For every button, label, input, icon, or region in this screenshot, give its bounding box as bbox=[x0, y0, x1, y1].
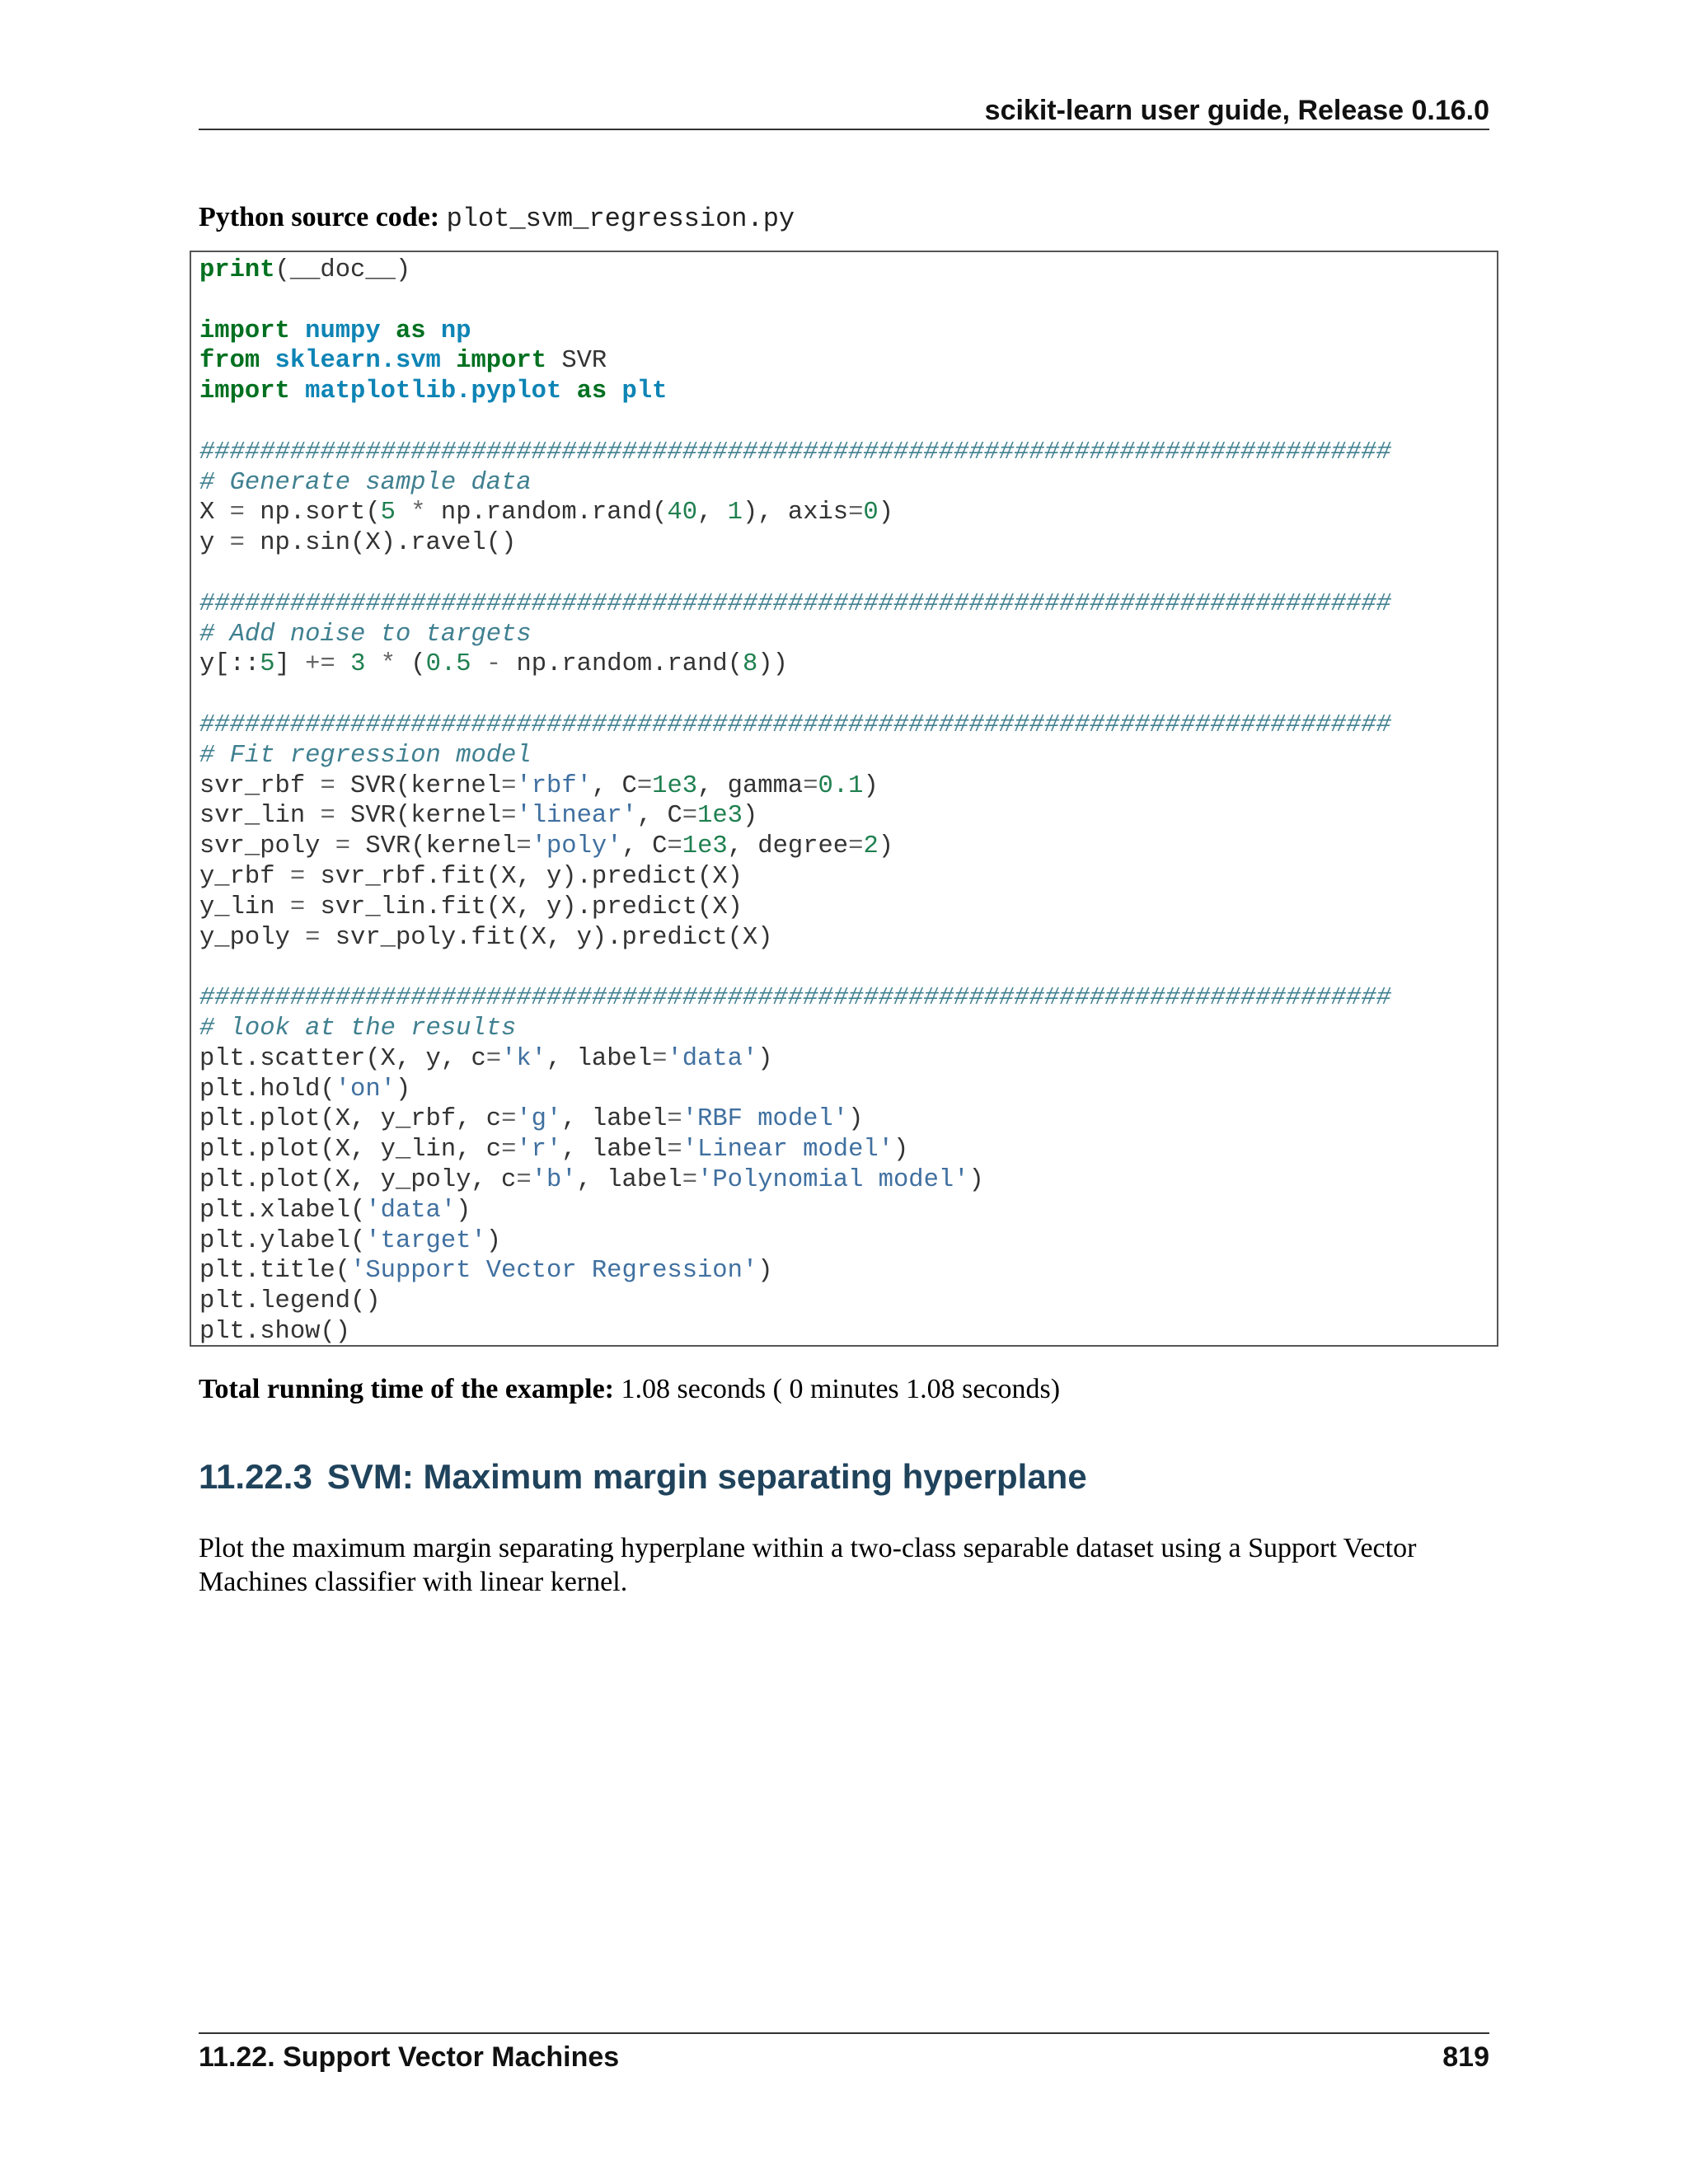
code-line bbox=[199, 1165, 1391, 1196]
code-token: , gamma bbox=[697, 771, 804, 800]
code-token bbox=[561, 377, 576, 405]
code-token: = bbox=[652, 1044, 668, 1073]
source-code-caption bbox=[199, 199, 795, 237]
code-token: ) bbox=[757, 1044, 773, 1073]
code-token: as bbox=[576, 377, 607, 406]
code-token: 'r' bbox=[516, 1136, 562, 1165]
code-token: numpy bbox=[305, 316, 381, 345]
code-token: 'data' bbox=[667, 1044, 758, 1073]
code-token: as bbox=[395, 316, 426, 345]
code-token: np.sort( bbox=[244, 499, 381, 527]
code-token: 'b' bbox=[531, 1165, 577, 1194]
code-token: plt.scatter(X, y, c bbox=[199, 1044, 486, 1073]
code-token: = bbox=[501, 1105, 517, 1134]
code-token: y bbox=[199, 529, 230, 558]
code-token: y_rbf bbox=[199, 862, 290, 891]
code-line bbox=[199, 771, 1391, 802]
code-token: ] bbox=[274, 650, 306, 679]
code-token: 2 bbox=[863, 832, 879, 861]
code-line bbox=[199, 559, 1391, 589]
code-token: 1 bbox=[727, 499, 743, 527]
code-token: 5 bbox=[380, 499, 396, 527]
code-line bbox=[199, 407, 1391, 438]
code-token: 'target' bbox=[365, 1226, 486, 1255]
code-token: = bbox=[636, 771, 653, 800]
footer-chapter: 11.22. Support Vector Machines bbox=[199, 2041, 620, 2073]
code-token: = bbox=[485, 1044, 502, 1073]
code-token: , label bbox=[546, 1044, 653, 1073]
code-line bbox=[199, 801, 1391, 832]
code-token: = bbox=[682, 1165, 698, 1194]
code-token: 'k' bbox=[501, 1044, 546, 1073]
code-token: plt.plot(X, y_rbf, c bbox=[199, 1105, 502, 1134]
code-token bbox=[290, 317, 305, 345]
code-token: , bbox=[697, 499, 728, 527]
code-token: # Generate sample data bbox=[199, 468, 532, 497]
code-token: 'linear' bbox=[516, 802, 637, 831]
code-token bbox=[607, 377, 621, 405]
code-token: = bbox=[848, 499, 864, 527]
code-token: = bbox=[667, 832, 682, 861]
code-token: = bbox=[229, 529, 245, 558]
code-token: plt.title( bbox=[199, 1257, 351, 1286]
code-token: )) bbox=[757, 650, 788, 679]
code-token: ) bbox=[878, 832, 894, 861]
code-line bbox=[199, 255, 1391, 286]
code-token: * bbox=[410, 499, 426, 527]
code-token: 1e3 bbox=[652, 771, 698, 800]
code-token bbox=[260, 347, 274, 375]
code-line bbox=[199, 1226, 1391, 1257]
code-token: 'data' bbox=[365, 1196, 457, 1225]
page-footer bbox=[199, 2032, 1489, 2080]
code-token: = bbox=[305, 923, 321, 952]
code-token: = bbox=[516, 832, 532, 861]
code-token: np.sin(X).ravel() bbox=[244, 529, 517, 558]
code-token: , label bbox=[561, 1105, 668, 1134]
code-line bbox=[199, 862, 1391, 893]
code-line bbox=[199, 741, 1391, 771]
code-token: SVR(kernel bbox=[335, 771, 502, 800]
code-listing bbox=[199, 255, 1391, 1347]
code-line bbox=[199, 923, 1391, 954]
code-token: (__doc__) bbox=[274, 256, 411, 284]
code-token: 'poly' bbox=[531, 832, 622, 861]
code-token: import bbox=[199, 316, 290, 345]
code-token: ) bbox=[456, 1196, 471, 1225]
code-token: , label bbox=[576, 1165, 682, 1194]
running-time-label: Total running time of the example: bbox=[199, 1374, 615, 1404]
code-token: from bbox=[199, 347, 260, 376]
code-line bbox=[199, 316, 1391, 347]
page-header bbox=[199, 91, 1489, 130]
code-token: = bbox=[848, 832, 864, 861]
code-token: 1e3 bbox=[697, 802, 743, 831]
footer-page-number: 819 bbox=[1442, 2041, 1489, 2073]
header-title: scikit-learn user guide, Release 0.16.0 bbox=[984, 95, 1489, 126]
code-token: svr_rbf.fit(X, y).predict(X) bbox=[305, 862, 743, 891]
code-token: ), axis bbox=[742, 499, 849, 527]
code-token: , degree bbox=[727, 832, 849, 861]
code-token: svr_poly bbox=[199, 832, 335, 861]
code-line bbox=[199, 377, 1391, 407]
code-token: plt.xlabel( bbox=[199, 1196, 366, 1225]
code-token: plt.ylabel( bbox=[199, 1226, 366, 1255]
code-token: y_lin bbox=[199, 893, 290, 921]
code-token bbox=[381, 317, 396, 345]
code-token: plt.legend() bbox=[199, 1287, 381, 1316]
code-token: ) bbox=[848, 1105, 864, 1134]
code-token: ) bbox=[968, 1165, 984, 1194]
code-token: 'RBF model' bbox=[682, 1105, 849, 1134]
code-token bbox=[441, 347, 456, 375]
section-heading bbox=[199, 1454, 1087, 1500]
code-token: 3 bbox=[350, 650, 366, 679]
code-token: plt.hold( bbox=[199, 1075, 335, 1104]
code-token: # Fit regression model bbox=[199, 741, 532, 770]
code-token: np bbox=[440, 316, 471, 345]
code-line bbox=[199, 468, 1391, 499]
code-token: np.random.rand( bbox=[425, 499, 668, 527]
code-token: ) bbox=[893, 1136, 909, 1165]
code-token: = bbox=[289, 893, 306, 921]
code-token: = bbox=[501, 1136, 517, 1165]
code-line bbox=[199, 1044, 1391, 1075]
code-line bbox=[199, 346, 1391, 377]
code-token: - bbox=[485, 650, 502, 679]
code-token: # Add noise to targets bbox=[199, 620, 532, 649]
code-line bbox=[199, 1196, 1391, 1226]
code-token: svr_poly.fit(X, y).predict(X) bbox=[320, 923, 773, 952]
code-token: plt.plot(X, y_lin, c bbox=[199, 1136, 502, 1165]
code-token: ############################################################################### bbox=[199, 984, 1391, 1013]
section-paragraph: Plot the maximum margin separating hyperplane within a two-class separable dataset using a Support Vector Machines classifier with linear kernel. bbox=[199, 1533, 1417, 1597]
code-token: = bbox=[667, 1105, 682, 1134]
code-line bbox=[199, 1135, 1391, 1165]
code-token: sklearn.svm bbox=[274, 347, 441, 376]
code-token: = bbox=[320, 802, 335, 831]
code-token bbox=[426, 317, 441, 345]
code-line bbox=[199, 1104, 1391, 1135]
code-token: = bbox=[335, 832, 351, 861]
code-line bbox=[199, 1317, 1391, 1347]
code-line bbox=[199, 832, 1391, 862]
code-line bbox=[199, 893, 1391, 923]
code-line bbox=[199, 1014, 1391, 1044]
code-token: import bbox=[199, 377, 290, 406]
source-filename: plot_svm_regression.py bbox=[446, 204, 795, 234]
code-token: 0 bbox=[863, 499, 879, 527]
running-time-value: 1.08 seconds ( 0 minutes 1.08 seconds) bbox=[621, 1374, 1061, 1404]
code-token: 0.1 bbox=[818, 771, 864, 800]
code-line bbox=[199, 286, 1391, 316]
code-token: ) bbox=[485, 1226, 502, 1255]
code-token: 'on' bbox=[335, 1075, 396, 1104]
code-token: ) bbox=[878, 499, 894, 527]
code-token: 'Support Vector Regression' bbox=[350, 1257, 758, 1286]
section-title: SVM: Maximum margin separating hyperplane bbox=[326, 1457, 1087, 1496]
code-line bbox=[199, 528, 1391, 559]
code-line bbox=[199, 1256, 1391, 1286]
code-token bbox=[365, 650, 380, 678]
code-token: y[:: bbox=[199, 650, 260, 679]
section-number: 11.22.3 bbox=[199, 1457, 312, 1496]
code-token: svr_rbf bbox=[199, 771, 321, 800]
code-token: 1e3 bbox=[682, 832, 728, 861]
code-token: ( bbox=[396, 650, 426, 679]
code-token: ############################################################################### bbox=[199, 710, 1391, 739]
code-token: 'Polynomial model' bbox=[697, 1165, 969, 1194]
code-line bbox=[199, 680, 1391, 710]
code-line bbox=[199, 983, 1391, 1014]
code-token: # look at the results bbox=[199, 1014, 517, 1043]
code-token: = bbox=[320, 771, 335, 800]
code-token: 'Linear model' bbox=[682, 1136, 893, 1165]
code-token bbox=[335, 650, 350, 678]
code-token: 'g' bbox=[516, 1105, 562, 1134]
code-token: matplotlib.pyplot bbox=[305, 377, 562, 406]
code-token: , C bbox=[636, 802, 682, 831]
code-token: = bbox=[803, 771, 818, 800]
code-line bbox=[199, 438, 1391, 468]
code-token: ) bbox=[395, 1075, 411, 1104]
code-line bbox=[199, 1286, 1391, 1317]
code-line bbox=[199, 649, 1391, 680]
code-token: svr_lin bbox=[199, 802, 321, 831]
code-line bbox=[199, 1075, 1391, 1105]
code-token: import bbox=[456, 347, 547, 376]
code-block bbox=[190, 251, 1498, 1347]
code-token bbox=[396, 499, 410, 527]
code-token: = bbox=[682, 802, 698, 831]
code-token: 8 bbox=[743, 650, 758, 679]
code-line bbox=[199, 953, 1391, 983]
code-token: = bbox=[667, 1136, 682, 1165]
code-token: 0.5 bbox=[425, 650, 471, 679]
code-token: 'rbf' bbox=[516, 771, 592, 800]
code-token bbox=[290, 377, 305, 405]
code-token: ) bbox=[757, 1257, 773, 1286]
code-token: 40 bbox=[667, 499, 698, 527]
code-token: print bbox=[199, 256, 275, 284]
code-token: ############################################################################### bbox=[199, 589, 1391, 618]
code-token: ############################################################################### bbox=[199, 438, 1391, 466]
running-time bbox=[199, 1371, 1060, 1408]
code-line bbox=[199, 620, 1391, 650]
code-line bbox=[199, 498, 1391, 528]
source-code-label: Python source code: bbox=[199, 202, 440, 232]
code-line bbox=[199, 589, 1391, 620]
code-token: , C bbox=[591, 771, 637, 800]
code-token: svr_lin.fit(X, y).predict(X) bbox=[305, 893, 743, 921]
code-token: = bbox=[229, 499, 245, 527]
code-token: SVR(kernel bbox=[335, 802, 502, 831]
code-token: = bbox=[501, 771, 517, 800]
code-token: 5 bbox=[260, 650, 275, 679]
code-token bbox=[471, 650, 486, 678]
code-token: ) bbox=[863, 771, 879, 800]
code-token: ) bbox=[743, 802, 758, 831]
code-token: X bbox=[199, 499, 230, 527]
code-token: , label bbox=[561, 1136, 668, 1165]
code-token: = bbox=[516, 1165, 532, 1194]
code-token: = bbox=[289, 862, 306, 891]
code-token: plt bbox=[621, 377, 668, 406]
code-token: plt.plot(X, y_poly, c bbox=[199, 1165, 517, 1194]
code-token: * bbox=[380, 650, 396, 679]
code-token: SVR bbox=[546, 347, 607, 376]
code-token: = bbox=[501, 802, 517, 831]
code-line bbox=[199, 710, 1391, 741]
code-token: SVR(kernel bbox=[350, 832, 517, 861]
code-token: y_poly bbox=[199, 923, 306, 952]
code-token: , C bbox=[621, 832, 668, 861]
code-token: np.random.rand( bbox=[501, 650, 743, 679]
code-token: += bbox=[305, 650, 335, 679]
code-token: plt.show() bbox=[199, 1317, 351, 1346]
